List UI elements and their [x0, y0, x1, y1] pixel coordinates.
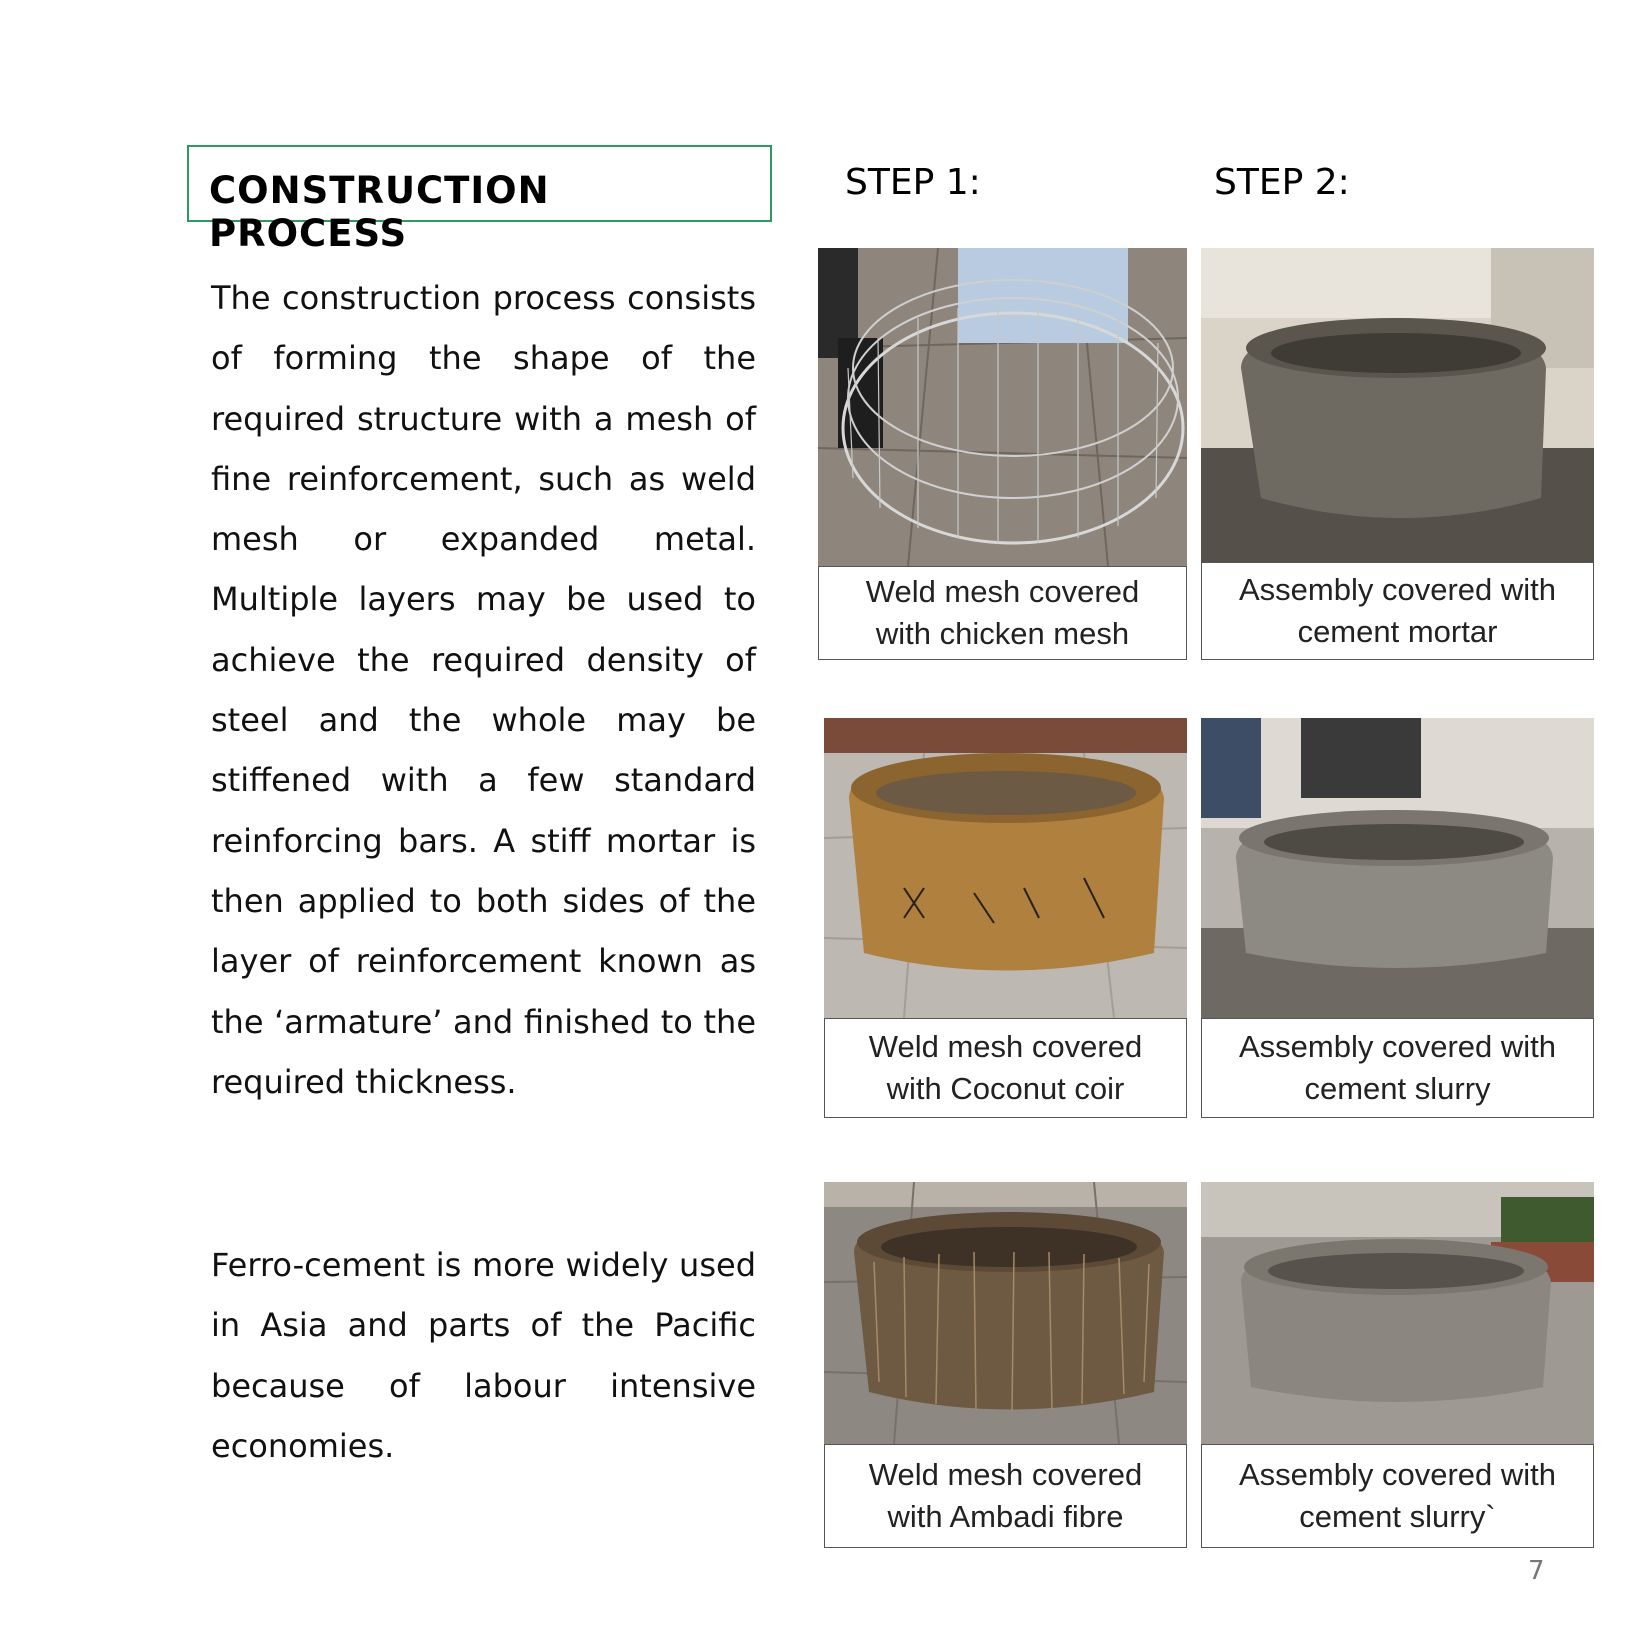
caption-4: [1201, 1018, 1594, 1118]
section-heading: CONSTRUCTION PROCESS: [209, 169, 550, 255]
body-paragraph-1: The construction process consists of forming the shape of the required structure with a mesh of fine reinforcement, such as weld mesh or expanded metal. Multiple layers may be used to achieve the required density of steel and the whole may be stiffened with a few standard reinforcing bars. A stiff mortar is then applied to both sides of the layer of reinforcement known as the ‘armature’ and finished to the required thickness.: [211, 279, 756, 1101]
step-1-label: STEP 1:: [845, 162, 981, 203]
photo-cement-mortar-ring: [1201, 248, 1594, 562]
caption-5-line-1: Weld mesh covered: [868, 1457, 1143, 1492]
caption-6: [1201, 1444, 1594, 1548]
step-2-label: STEP 2:: [1214, 162, 1350, 203]
caption-3: [824, 1018, 1187, 1118]
caption-1: [818, 566, 1187, 660]
caption-5: [824, 1444, 1187, 1548]
page-number: 7: [1528, 1556, 1545, 1586]
caption-1-line-1: Weld mesh covered: [865, 574, 1140, 609]
caption-6-line-1: Assembly covered with: [1238, 1457, 1556, 1492]
photo-ambadi-fibre-ring: [824, 1182, 1187, 1444]
caption-6-line-2: cement slurry`: [1299, 1499, 1496, 1534]
photo-coconut-coir-ring: [824, 718, 1187, 1018]
caption-2-line-2: cement mortar: [1297, 614, 1498, 649]
photo-cement-slurry-ring-2: [1201, 1182, 1594, 1444]
body-paragraph-2: Ferro-cement is more widely used in Asia and parts of the Pacific because of labour intensive economies.: [211, 1246, 756, 1465]
photo-cement-slurry-ring: [1201, 718, 1594, 1018]
caption-5-line-2: with Ambadi fibre: [887, 1499, 1124, 1534]
caption-3-line-1: Weld mesh covered: [868, 1029, 1143, 1064]
caption-4-line-2: cement slurry: [1304, 1071, 1491, 1106]
caption-2: [1201, 562, 1594, 660]
photo-wire-mesh-ring: [818, 248, 1187, 566]
caption-2-line-1: Assembly covered with: [1238, 572, 1556, 607]
caption-1-line-2: with chicken mesh: [875, 616, 1130, 651]
caption-3-line-2: with Coconut coir: [886, 1071, 1125, 1106]
section-heading-box: [187, 145, 772, 255]
caption-4-line-1: Assembly covered with: [1238, 1029, 1556, 1064]
